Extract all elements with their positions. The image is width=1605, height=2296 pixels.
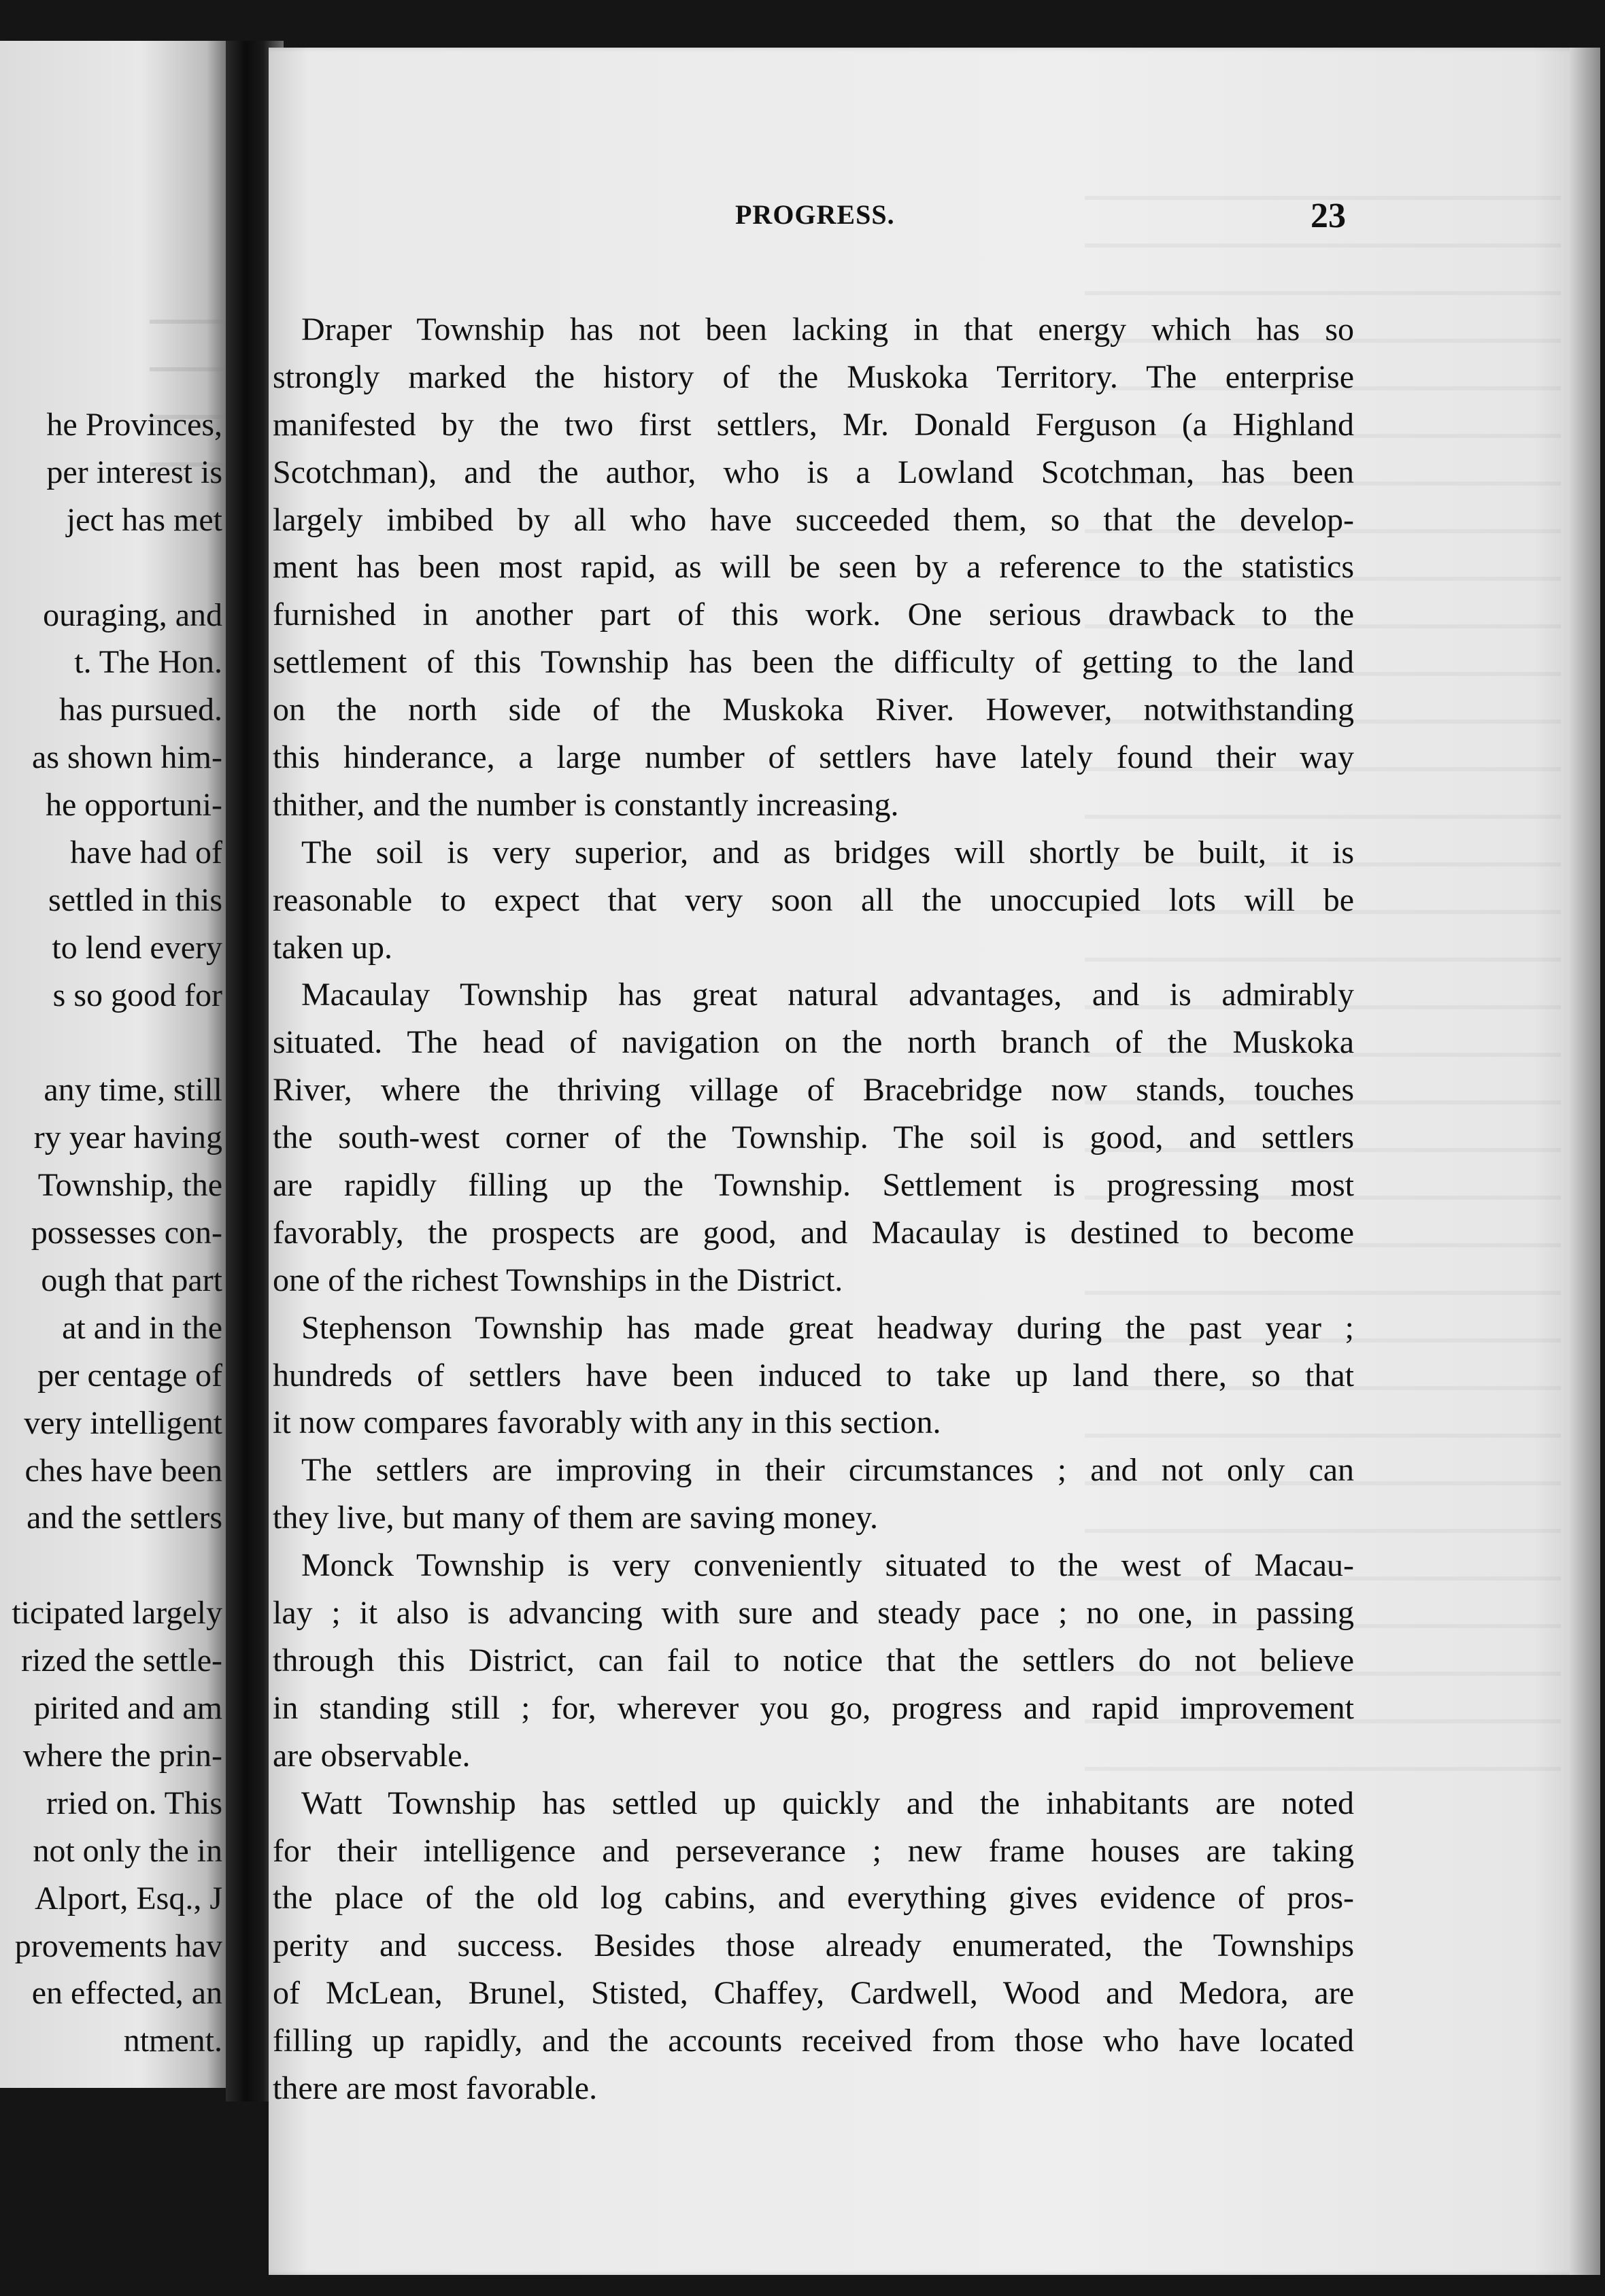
previous-page-line <box>0 1542 222 1589</box>
previous-page-line: as shown him- <box>32 739 222 776</box>
previous-page-line: ntment. <box>123 2023 222 2059</box>
previous-page-line: ry year having <box>33 1119 222 1156</box>
text-line: furnished in another part of this work. One serious drawback to the <box>273 596 1354 633</box>
text-line: The settlers are improving in their circumstances ; and not only can <box>301 1452 1354 1489</box>
previous-page-line: any time, still <box>44 1072 222 1109</box>
text-line: through this District, can fail to notice that the settlers do not believe <box>273 1642 1354 1678</box>
previous-page-fragment <box>0 41 235 2088</box>
text-line: Scotchman), and the author, who is a Lowland Scotchman, has been <box>273 454 1354 490</box>
text-line: they live, but many of them are saving money. <box>273 1500 878 1536</box>
text-line: Watt Township has settled up quickly and the inhabitants are noted <box>301 1785 1354 1821</box>
text-line: Draper Township has not been lacking in that energy which has so <box>301 311 1354 348</box>
previous-page-line: per centage of <box>37 1357 222 1394</box>
previous-page-line <box>0 544 222 592</box>
previous-page-line: has pursued. <box>59 692 222 728</box>
text-line: one of the richest Townships in the District. <box>273 1262 843 1298</box>
text-line: Macaulay Township has great natural advantages, and is admirably <box>301 977 1354 1013</box>
previous-page-line: settled in this <box>48 881 222 918</box>
current-page <box>269 48 1600 2275</box>
previous-page-line: have had of <box>70 834 222 871</box>
previous-page-line: he opportuni- <box>46 787 222 824</box>
text-line: hundreds of settlers have been induced to take up land there, so that <box>273 1357 1354 1394</box>
body-text <box>269 306 1354 2112</box>
text-line: lay ; it also is advancing with sure and steady pace ; no one, in passing <box>273 1595 1354 1632</box>
text-line: filling up rapidly, and the accounts received from those who have located <box>273 2023 1354 2059</box>
previous-page-line: ches have been <box>24 1452 222 1489</box>
previous-page-line: ough that part <box>41 1262 222 1299</box>
text-line: are observable. <box>273 1737 471 1774</box>
text-line: reasonable to expect that very soon all the unoccupied lots will be <box>273 881 1354 918</box>
text-line: ment has been most rapid, as will be seen by a reference to the statistics <box>273 549 1354 586</box>
text-line: The soil is very superior, and as bridges will shortly be built, it is <box>301 834 1354 871</box>
text-line: situated. The head of navigation on the north branch of the Muskoka <box>273 1024 1354 1061</box>
running-head <box>269 199 1600 239</box>
previous-page-line: en effected, an <box>31 1975 222 2012</box>
text-line: this hinderance, a large number of settlers have lately found their way <box>273 739 1354 776</box>
previous-page-line: and the settlers <box>27 1500 222 1536</box>
text-line: Stephenson Township has made great headway during the past year ; <box>301 1309 1354 1346</box>
previous-page-line: where the prin- <box>22 1737 222 1774</box>
previous-page-line: not only the in <box>33 1832 222 1869</box>
previous-page-line: pirited and am <box>33 1690 222 1727</box>
text-line: are rapidly filling up the Township. Settlement is progressing most <box>273 1167 1354 1204</box>
text-line: of McLean, Brunel, Stisted, Chaffey, Cardwell, Wood and Medora, are <box>273 1975 1354 2012</box>
text-line: favorably, the prospects are good, and Macaulay is destined to become <box>273 1214 1354 1251</box>
previous-page-line: ject has met <box>66 501 222 538</box>
text-line: manifested by the two first settlers, Mr. Donald Ferguson (a Highland <box>273 406 1354 443</box>
text-line: largely imbibed by all who have succeeded them, so that the develop- <box>273 501 1354 538</box>
text-line: settlement of this Township has been the difficulty of getting to the land <box>273 644 1354 681</box>
text-line: the place of the old log cabins, and everything gives evidence of pros- <box>273 1880 1354 1917</box>
text-line: the south-west corner of the Township. The soil is good, and settlers <box>273 1119 1354 1156</box>
previous-page-line: t. The Hon. <box>74 644 222 681</box>
page-edge <box>1570 48 1600 2275</box>
text-line: Monck Township is very conveniently situated to the west of Macau- <box>301 1547 1354 1584</box>
previous-page-line: to lend every <box>52 929 222 966</box>
text-line: on the north side of the Muskoka River. However, notwithstanding <box>273 692 1354 728</box>
previous-page-line <box>0 1019 222 1067</box>
text-line: River, where the thriving village of Bracebridge now stands, touches <box>273 1072 1354 1109</box>
text-line: for their intelligence and perseverance ; new frame houses are taking <box>273 1832 1354 1869</box>
previous-page-text <box>0 401 222 2065</box>
text-line: there are most favorable. <box>273 2070 598 2106</box>
previous-page-line: provements hav <box>14 1927 222 1964</box>
text-line: taken up. <box>273 929 392 966</box>
text-line: perity and success. Besides those already enumerated, the Townships <box>273 1927 1354 1964</box>
running-title: PROGRESS. <box>735 199 895 230</box>
text-line: it now compares favorably with any in this section. <box>273 1404 941 1441</box>
page-number: 23 <box>1311 197 1346 235</box>
previous-page-line: ticipated largely <box>12 1595 222 1632</box>
previous-page-line: rried on. This <box>46 1785 222 1821</box>
previous-page-line: per interest is <box>46 454 222 490</box>
previous-page-line: possesses con- <box>31 1215 222 1251</box>
previous-page-line: very intelligent <box>24 1404 222 1441</box>
text-line: in standing still ; for, wherever you go, progress and rapid improvement <box>273 1689 1354 1726</box>
text-line: thither, and the number is constantly increasing. <box>273 786 899 823</box>
previous-page-line: ouraging, and <box>43 596 222 633</box>
previous-page-line: s so good for <box>52 977 222 1013</box>
previous-page-line: Township, the <box>37 1167 222 1204</box>
previous-page-line: at and in the <box>62 1309 222 1346</box>
previous-page-line: he Provinces, <box>46 407 222 443</box>
text-line: strongly marked the history of the Muskoka Territory. The enterprise <box>273 358 1354 395</box>
previous-page-line: rized the settle- <box>21 1642 222 1679</box>
previous-page-line: Alport, Esq., J <box>35 1880 222 1917</box>
